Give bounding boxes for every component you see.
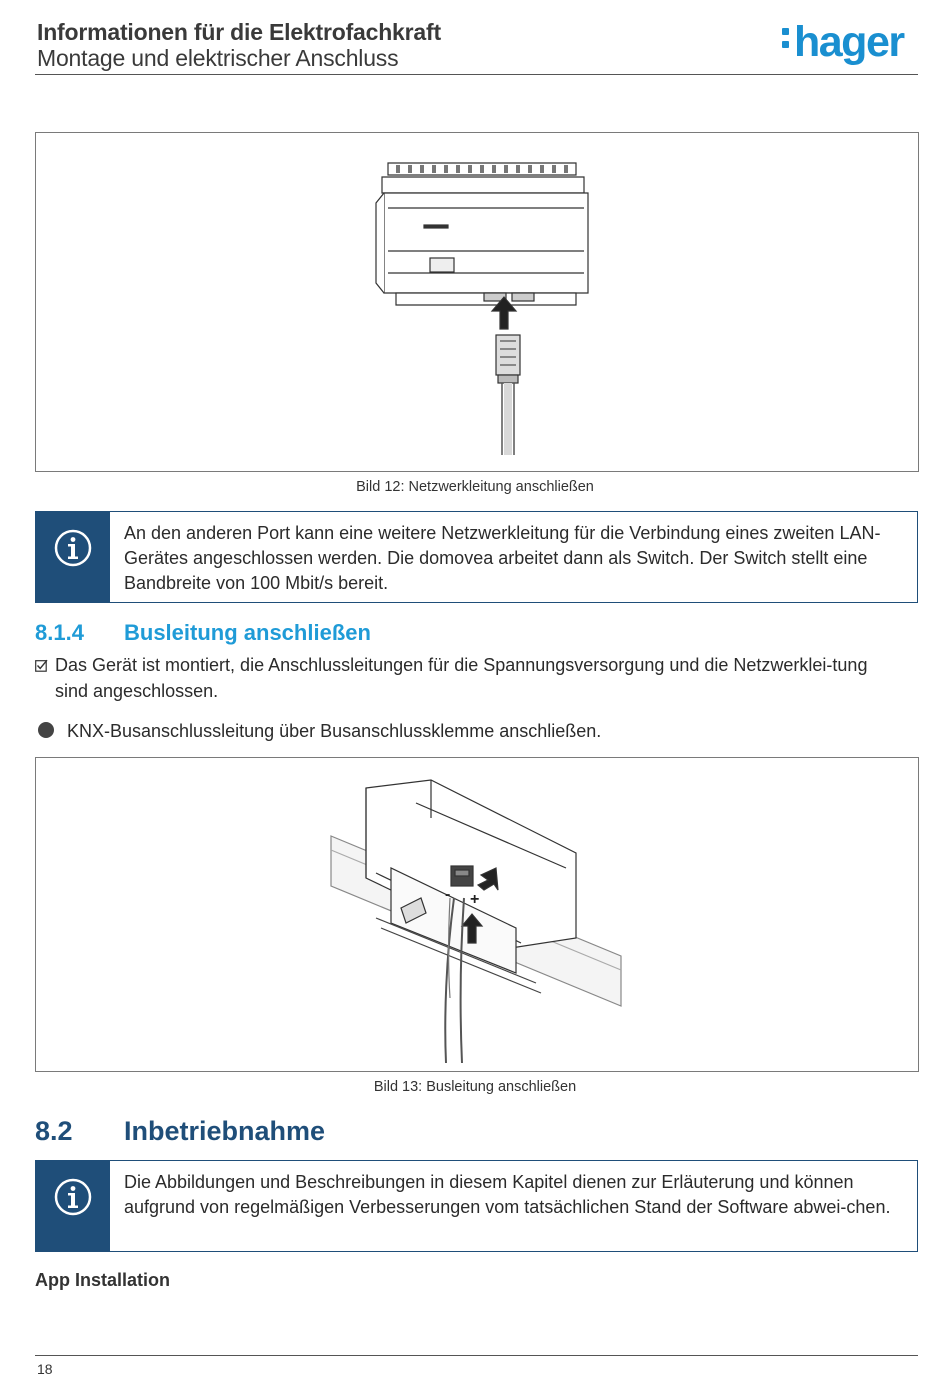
checkbox-checked-icon: [35, 659, 48, 677]
device-bus-illustration: [36, 758, 918, 1071]
section-number: 8.2: [35, 1116, 73, 1146]
figure-12: [35, 132, 919, 472]
svg-text:-: -: [445, 886, 451, 903]
info-icon-column: [36, 1161, 110, 1251]
svg-text:+: +: [470, 891, 480, 908]
precondition-text: Das Gerät ist montiert, die Anschlussleitungen für die Spannungsversorgung und die Netzwerklei-tung sind angeschlossen.: [55, 655, 868, 701]
info-icon: [53, 1177, 93, 1217]
subheading-app-installation: App Installation: [35, 1270, 170, 1290]
figure-13: [35, 757, 919, 1072]
header-title: Informationen für die Elektrofachkraft: [37, 19, 441, 45]
info-box-disclaimer: [35, 1160, 918, 1252]
section-title: Inbetriebnahme: [124, 1116, 326, 1146]
page-number: 18: [37, 1361, 53, 1377]
figure-12-caption: Bild 12: Netzwerkleitung anschließen: [356, 479, 594, 495]
info-box-switch: [35, 511, 918, 603]
info-icon: [53, 528, 93, 568]
figure-13-caption: Bild 13: Busleitung anschließen: [373, 1079, 577, 1095]
logo-text: hager: [794, 18, 904, 66]
section-title: Busleitung anschließen: [124, 620, 371, 645]
info-icon-column: [36, 512, 110, 602]
step-text: KNX-Busanschlussleitung über Busanschlussklemme anschließen.: [67, 721, 602, 741]
header-subtitle: Montage und elektrischer Anschluss: [37, 45, 399, 71]
logo-colon-icon: [782, 28, 791, 54]
device-network-illustration: [36, 133, 918, 471]
info-text: An den anderen Port kann eine weitere Netzwerkleitung für die Verbindung eines zweiten LAN-Gerätes angeschlossen werden. Die domovea arbeitet dann als Switch. Der Switch stellt eine Bandbreite von 100 Mbit/s bereit.: [124, 523, 881, 593]
hager-logo: [782, 18, 904, 68]
footer-divider: [35, 1355, 918, 1356]
info-text: Die Abbildungen und Beschreibungen in diesem Kapitel dienen zur Erläuterung und können aufgrund von regelmäßigen Verbesserungen vom tatsächlichen Stand der Software abwei-chen.: [124, 1172, 891, 1217]
step-bullet-icon: [38, 722, 54, 738]
header-divider: [35, 74, 918, 75]
section-number: 8.1.4: [35, 620, 84, 645]
